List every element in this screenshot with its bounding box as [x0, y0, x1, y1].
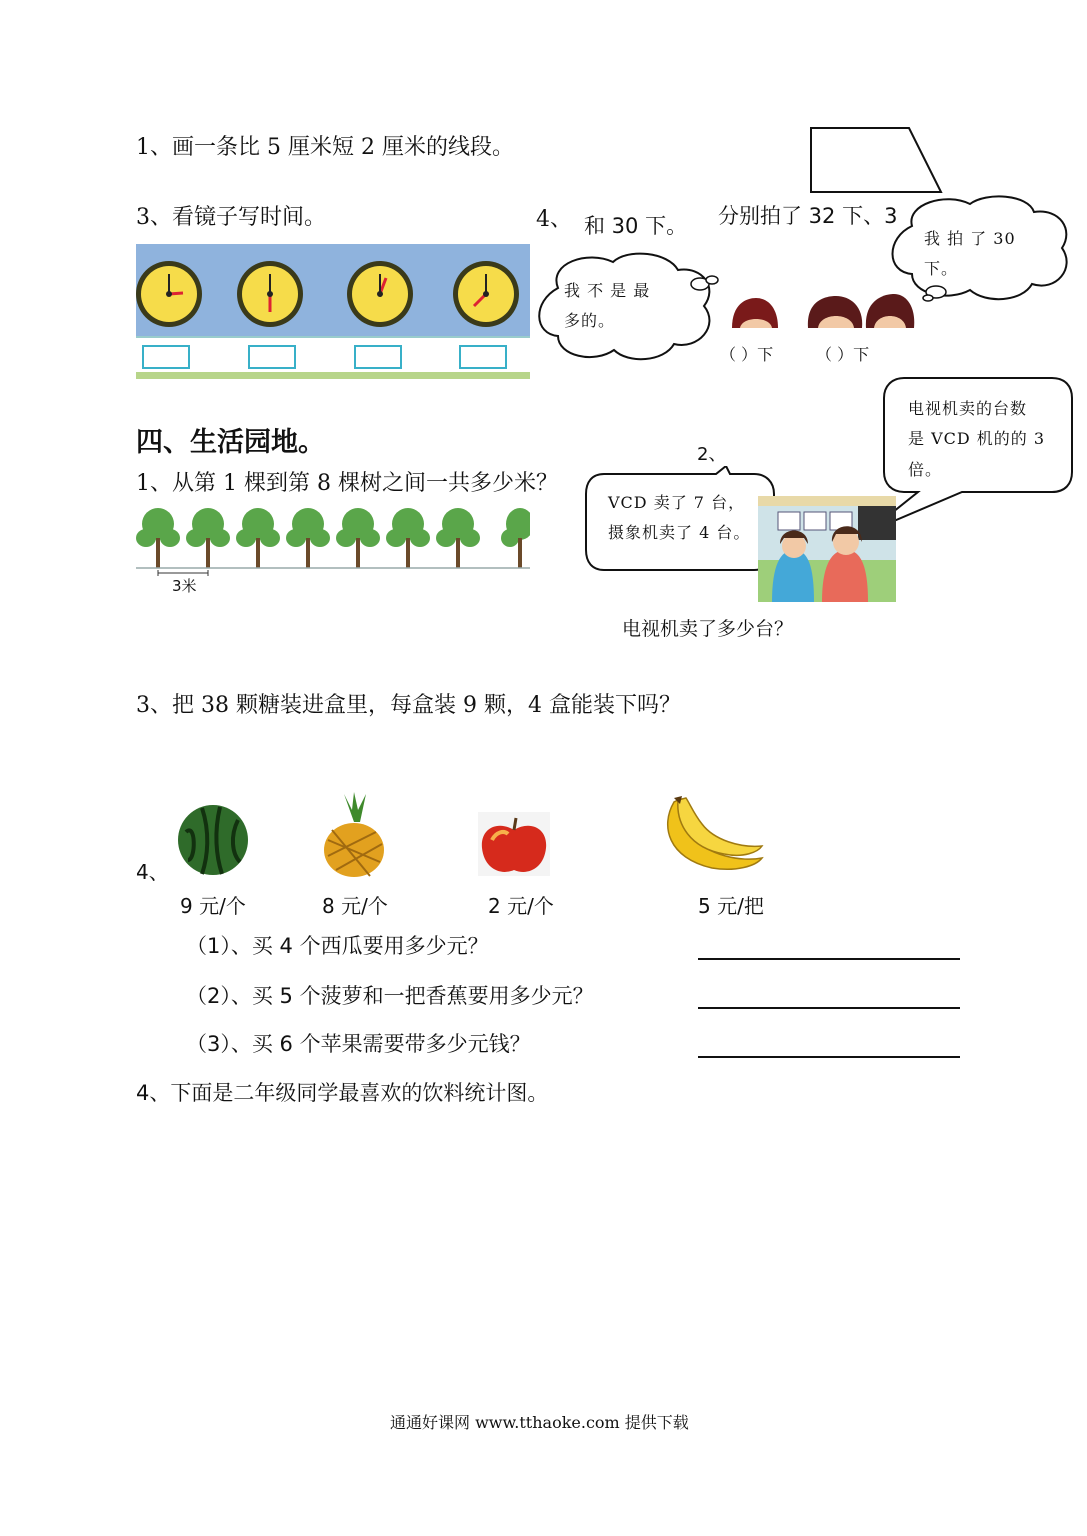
bubble-text: 多的。: [564, 311, 616, 331]
question-trees: 1、从第 1 棵到第 8 棵树之间一共多少米？: [136, 471, 558, 496]
question-2-number: 2、: [697, 444, 727, 465]
tree-gap-label: 3米: [172, 577, 197, 595]
price-banana: 5 元/把: [698, 894, 764, 918]
apple-icon: [478, 812, 550, 876]
price-apple: 2 元/个: [488, 894, 554, 918]
bubble-text: 下。: [924, 259, 959, 279]
answer-box[interactable]: [354, 345, 402, 369]
section-title: 四、生活园地。: [136, 427, 325, 458]
trapezoid-shape: [805, 124, 950, 199]
answer-box[interactable]: [142, 345, 190, 369]
clock-panel: [136, 244, 530, 379]
question-4-fruit-number: 4、: [136, 860, 169, 884]
shop-illustration: [758, 496, 896, 602]
question-4-text: 分别拍了 32 下、3: [718, 204, 898, 228]
page-footer: 通通好课网 www.tthaoke.com 提供下载: [390, 1413, 689, 1432]
children-illustration: [726, 294, 916, 328]
clock-faces: [136, 248, 530, 340]
bubble-text: 我 拍 了 30: [924, 229, 1016, 248]
question-drink-chart: 4、下面是二年级同学最喜欢的饮料统计图。: [136, 1081, 549, 1105]
question-tv-count: 电视机卖了多少台？: [622, 618, 794, 640]
sub-question-3: （3）、买 6 个苹果需要带多少元钱？: [186, 1032, 531, 1056]
question-candy: 3、把 38 颗糖装进盒里，每盒装 9 颗，4 盒能装下吗？: [136, 693, 681, 718]
pineapple-icon: [316, 792, 392, 878]
sub-question-1: （1）、买 4 个西瓜要用多少元？: [186, 934, 489, 958]
answer-line[interactable]: [698, 958, 960, 960]
answer-box[interactable]: [248, 345, 296, 369]
bubble-text: 摄象机卖了 4 台。: [608, 523, 751, 543]
question-4-text-2: 和 30 下。: [584, 214, 688, 238]
bubble-text: 电视机卖的台数: [908, 399, 1028, 418]
blank-1: （ ）下: [720, 345, 774, 364]
question-4-number: 4、: [536, 207, 572, 232]
price-watermelon: 9 元/个: [180, 894, 246, 918]
bubble-text: 是 VCD 机的的 3: [908, 429, 1046, 449]
bubble-text: 倍。: [908, 459, 943, 479]
banana-icon: [656, 796, 766, 876]
watermelon-icon: [176, 802, 250, 876]
answer-line[interactable]: [698, 1007, 960, 1009]
answer-box[interactable]: [459, 345, 507, 369]
bubble-text: VCD 卖了 7 台，: [608, 493, 746, 512]
question-mirror-time: 3、看镜子写时间。: [136, 205, 326, 230]
blank-2: （ ）下: [816, 345, 870, 364]
sub-question-2: （2）、买 5 个菠萝和一把香蕉要用多少元？: [186, 984, 594, 1008]
answer-line[interactable]: [698, 1056, 960, 1058]
question-draw-line: 1、画一条比 5 厘米短 2 厘米的线段。: [136, 135, 514, 160]
price-pineapple: 8 元/个: [322, 894, 388, 918]
bubble-text: 我 不 是 最: [564, 281, 651, 300]
